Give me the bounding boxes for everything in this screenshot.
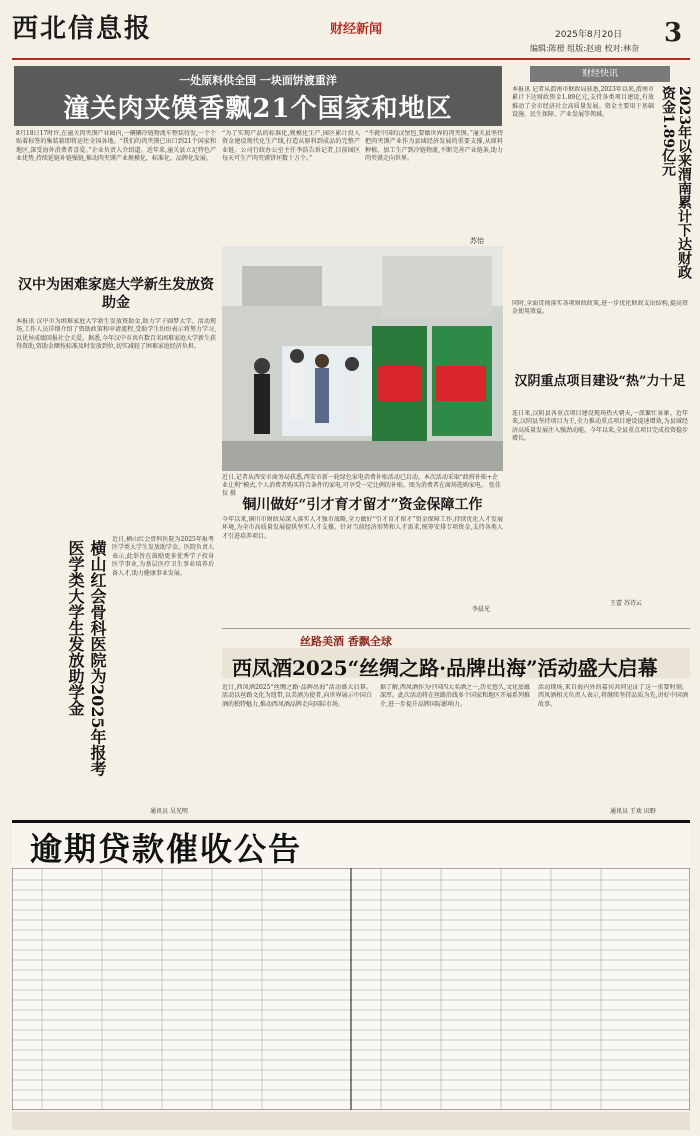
lead-headline: 潼关肉夹馍香飘21个国家和地区	[63, 94, 453, 124]
section-title: 财经新闻	[330, 22, 383, 37]
hanjiang-headline: 汉阴重点项目建设“热”力十足	[514, 374, 686, 389]
masthead-logo: 西北信息报	[12, 14, 153, 44]
bottom-headline: 西凤酒2025“丝绸之路·品牌出海”活动盛大启幕	[232, 656, 658, 680]
bottom-story-col1: 近日,西凤酒2025“丝绸之路·品牌出海”活动盛大启幕。活动以丝路文化为纽带,以美酒为使者,向世界展示中国白酒的独特魅力,推动西凤酒品牌走向国际市场。	[222, 684, 372, 708]
hengshan-headline: 横山红会骨科医院为2025年报考医学类大学生发放助学金	[66, 540, 107, 777]
bottom-byline: 通讯员 王欢 田野	[610, 808, 656, 815]
issue-date: 2025年8月20日	[555, 30, 623, 40]
bottom-rule	[222, 628, 690, 629]
hanjiang-story: 连日来,汉阴县各重点项目建设现场热火朝天,一派繁忙景象。近年来,汉阴县坚持项目为王,全力推动重点项目建设提速增效,为县域经济高质量发展注入强劲动能。今年以来,全县重点项目完成投资稳步增长。	[512, 410, 688, 443]
photo-credit: 张佳仪 摄	[222, 482, 501, 497]
sidebar-story: 本报讯 记者从渭南市财政局获悉,2023年以来,渭南市累计下达财政资金1.89亿元,支持各类项目建设,有效推动了全市经济社会高质量发展。资金主要用于基础设施、民生保障、产业发展等领域。	[512, 86, 654, 119]
lead-kicker: 一处原料供全国 一块面饼渡重洋	[179, 74, 337, 87]
lead-byline: 苏怡	[470, 237, 484, 245]
tongchuan-byline: 李晨光	[472, 606, 491, 613]
bottom-story-col2: 据了解,西凤酒作为中国四大名酒之一,历史悠久,文化底蕴深厚。此次活动将在丝路沿线多个国家和地区开展系列推介,进一步提升品牌国际影响力。	[380, 684, 530, 708]
sidebar-story-cont: 同时,全面贯彻落实各项财政政策,进一步优化财政支出结构,提高资金使用效益。	[512, 300, 688, 316]
tongchuan-headline: 铜川做好“引才育才留才”资金保障工作	[242, 497, 483, 513]
hengshan-story-col1: 近日,横山红会骨科医院为2025年报考医学类大学生发放助学金。医院负责人表示,此举旨在鼓励更多优秀学子投身医学事业,为基层医疗卫生事业培养后备人才,助力健康事业发展。	[112, 536, 214, 577]
photo-caption-text: 近日,记者从西安市商务局获悉,西安市新一轮绿色家电消费补贴活动已启动。本次活动采取“政府补贴+企业让利”模式,个人消费者购买符合条件的家电,可享受一定比例的补贴。图为消费者在商场选购家电。	[222, 474, 498, 489]
masthead-rule	[12, 58, 690, 60]
hengshan-story-col2	[8, 600, 9, 601]
notice-footer	[12, 1112, 690, 1130]
sidebar-headline: 2023年以来渭南累计下达财政资金1.89亿元	[660, 86, 692, 279]
notice-table	[12, 868, 690, 1110]
hengshan-byline: 通讯员 吴光明	[150, 808, 188, 815]
news-photo	[222, 246, 503, 471]
hanjiang-byline: 王蕾 苏诗云	[610, 600, 642, 607]
bottom-story-col3: 活动现场,来自海内外的嘉宾共同见证了这一重要时刻。西凤酒相关负责人表示,将继续坚持品质为先,讲好中国酒故事。	[538, 684, 688, 708]
hanzhong-story: 本报讯 汉中市为困难家庭大学新生发放资助金,助力学子圆梦大学。活动现场,工作人员详细介绍了资助政策和申请流程,受助学生纷纷表示将努力学习,以优异成绩回报社会关爱。据悉,今年汉中市共有数百名困难家庭大学新生获得资助,资助金额按标准及时发放到位,切实减轻了困难家庭经济负担。	[16, 318, 216, 351]
tongchuan-story: 今年以来,铜川市财政局深入落实人才强市战略,全力做好“引才育才留才”资金保障工作,持续优化人才发展环境,为全市高质量发展提供坚实人才支撑。针对当前经济形势和人才需求,统筹安排专项资金,支持各类人才引进培养项目。	[222, 516, 503, 540]
lead-story-col3: “不就中国的汉堡包,要做世界的肉夹馍。”潼关县坚持把肉夹馍产业作为县域经济发展的重要支撑,从原料种植、加工生产到冷链物流,不断完善产业链条,助力肉夹馍走向世界。	[365, 130, 503, 163]
sidebar-label: 财经快讯	[530, 66, 670, 82]
bottom-kicker: 丝路美酒 香飘全球	[300, 635, 392, 648]
lead-story-col2: “为了实现产品的标准化,规模化生产,园区累计投入资金建设现代化生产线,打造从原料到成品的完整产业链。公司行政办公室主任李浩告诉记者,目前园区每天可生产肉夹馍饼坯数十万个。”	[222, 130, 360, 163]
hanzhong-headline: 汉中为困难家庭大学新生发放资助金	[18, 277, 214, 311]
editors-line: 编辑:陈橙 组版:赵迪 校对:林奈	[530, 44, 640, 53]
lead-story-col1: 8月18日17时许,在潼关肉夹馍产业园内,一辆辆冷链物流车整装待发,一个个贴着标签的集装箱即将运往全国各地。“我们的肉夹馍已出口到21个国家和地区,深受海外消费者喜爱。”企业负责人介绍道。近年来,潼关县立足特色产业优势,持续延链补链强链,推动肉夹馍产业规模化、标准化、品牌化发展。	[16, 130, 216, 163]
notice-title: 逾期贷款催收公告	[30, 830, 303, 868]
page-number: 3	[664, 18, 683, 48]
